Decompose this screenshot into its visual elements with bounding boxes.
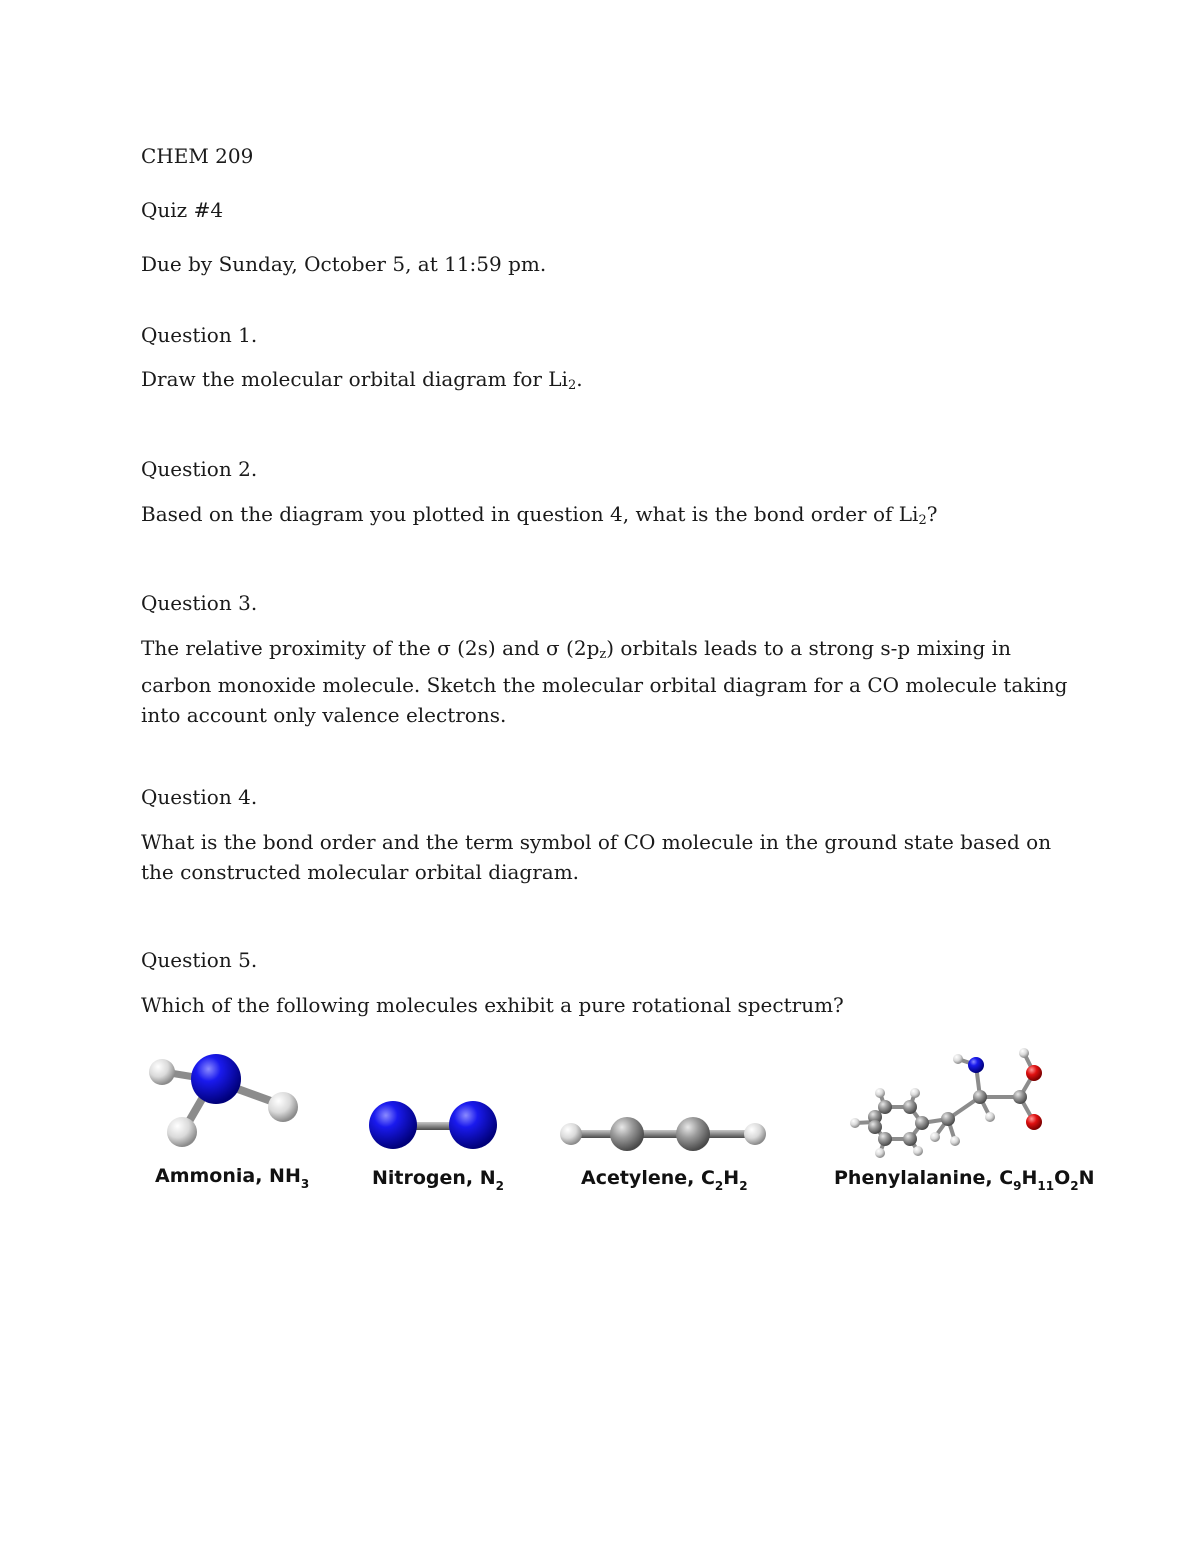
ammonia-model bbox=[140, 1045, 310, 1155]
question-4-text: What is the bond order and the term symbol of CO molecule in the ground state based on the constructed molecular orbital diagram. bbox=[141, 830, 1052, 884]
phenylalanine-model bbox=[840, 1045, 1060, 1160]
caption-ammonia: Ammonia, $NH_3$ bbox=[155, 1165, 310, 1191]
question-1-text: Draw the molecular orbital diagram for $Li_2$. bbox=[141, 367, 583, 393]
nitrogen-model bbox=[365, 1095, 505, 1160]
question-3-text: The relative proximity of the σ (2s) and σ $(2p_z)$ orbitals leads to a strong s-p mixing in carbon monoxide molecule. Sketch the molecular orbital diagram for a CO molecule taking into account only valence electrons. bbox=[141, 636, 1068, 727]
caption-acetylene: Acetylene, $C_2H_2$ bbox=[581, 1167, 748, 1193]
question-2-heading: Question 2. bbox=[141, 457, 258, 481]
question-5-heading: Question 5. bbox=[141, 948, 258, 972]
quiz-title: Quiz #4 bbox=[141, 198, 224, 222]
question-3-heading: Question 3. bbox=[141, 591, 258, 615]
due-date: Due by Sunday, October 5, at 11:59 pm. bbox=[141, 252, 547, 276]
question-2-text: Based on the diagram you plotted in question 4, what is the bond order of $Li_2$? bbox=[141, 502, 938, 528]
question-1-heading: Question 1. bbox=[141, 323, 258, 347]
question-5-text: Which of the following molecules exhibit a pure rotational spectrum? bbox=[141, 993, 844, 1017]
caption-phenylalanine: Phenylalanine, $C_9H_{11}O_2N$ bbox=[834, 1167, 1095, 1193]
question-4-heading: Question 4. bbox=[141, 785, 258, 809]
course-title: CHEM 209 bbox=[141, 144, 254, 168]
caption-nitrogen: Nitrogen, $N_2$ bbox=[372, 1167, 505, 1193]
acetylene-model bbox=[555, 1112, 775, 1157]
